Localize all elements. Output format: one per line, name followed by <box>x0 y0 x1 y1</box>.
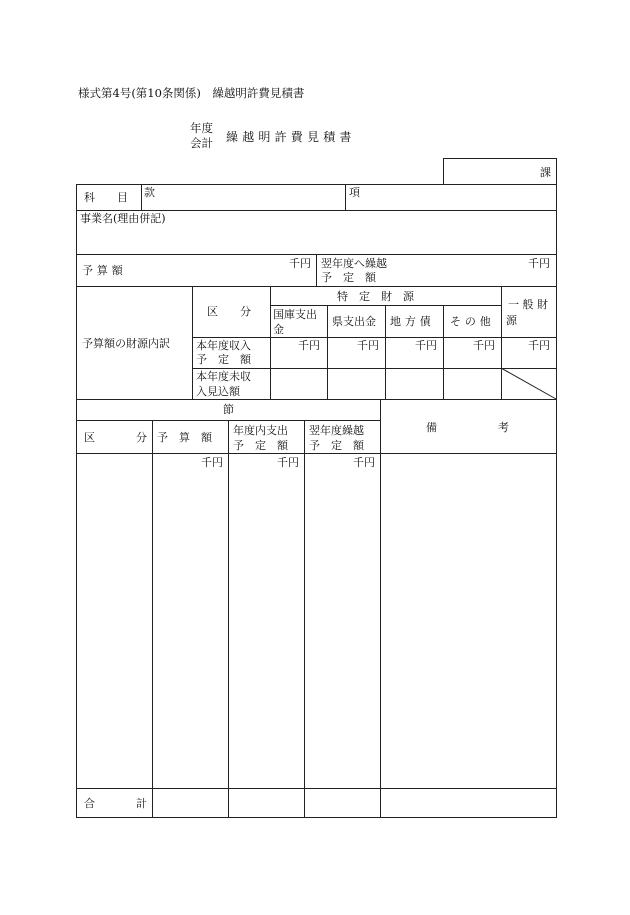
line <box>192 286 193 399</box>
year-label: 年度 <box>190 121 213 135</box>
total-label-2: 計 <box>136 797 147 810</box>
form-number: 様式第4号(第10条関係) 繰越明許費見積書 <box>78 86 305 100</box>
bikou-label: 備 <box>426 421 437 434</box>
within-year-label-2: 予 定 額 <box>233 439 288 452</box>
line <box>385 305 386 399</box>
line <box>76 817 557 818</box>
line <box>556 158 557 818</box>
line <box>76 184 557 185</box>
line <box>76 399 557 400</box>
line <box>443 158 556 159</box>
carry-over-label-2: 予 定 額 <box>321 271 376 284</box>
account-label: 会計 <box>190 136 213 150</box>
local-bond-label: 地方債 <box>390 315 435 328</box>
bikou-label-2: 考 <box>498 421 509 434</box>
next-year-label-2: 予 定 額 <box>309 439 364 452</box>
general-funds-label-2: 源 <box>506 314 517 327</box>
within-year-label-1: 年度内支出 <box>233 424 288 437</box>
kubun-label-2: 分 <box>136 431 147 444</box>
category-label: 区 分 <box>207 305 251 318</box>
line <box>327 305 328 399</box>
unit-label: 千円 <box>357 339 379 352</box>
setsu-label: 節 <box>223 403 234 416</box>
unit-label: 千円 <box>289 257 311 270</box>
line <box>304 420 305 817</box>
national-label-2: 金 <box>273 323 284 336</box>
unreceived-label-2: 入見込額 <box>196 385 240 398</box>
unit-label: 千円 <box>298 339 320 352</box>
line <box>152 420 153 817</box>
unit-label: 千円 <box>528 339 550 352</box>
line <box>141 184 142 210</box>
line <box>380 399 381 817</box>
line <box>228 420 229 817</box>
subject-label: 科 目 <box>84 191 128 204</box>
line <box>270 286 271 399</box>
next-year-label-1: 翌年度繰越 <box>309 424 364 437</box>
general-funds-label-1: 一 般 財 <box>508 298 548 311</box>
line <box>76 184 77 818</box>
kou-label: 項 <box>349 186 360 199</box>
unit-label: 千円 <box>201 456 223 469</box>
line <box>192 337 557 338</box>
national-label-1: 国庫支出 <box>273 308 317 321</box>
specific-funds-label: 特 定 財 源 <box>337 290 414 303</box>
line <box>316 254 317 286</box>
unit-label: 千円 <box>473 339 495 352</box>
carry-over-label-1: 翌年度へ繰越 <box>321 257 387 270</box>
kubun-label: 区 <box>84 431 95 444</box>
unreceived-label-1: 本年度未収 <box>196 370 251 383</box>
line <box>345 184 346 210</box>
revenue-label-2: 予 定 額 <box>196 353 251 366</box>
other-label: その他 <box>450 315 495 328</box>
line <box>76 453 557 454</box>
section-label: 課 <box>540 166 551 179</box>
line <box>443 158 444 184</box>
unit-label: 千円 <box>353 456 375 469</box>
revenue-label-1: 本年度収入 <box>196 339 251 352</box>
unit-label: 千円 <box>277 456 299 469</box>
kan-label: 款 <box>144 186 155 199</box>
unit-label: 千円 <box>415 339 437 352</box>
yosan-label: 予 算 額 <box>157 431 212 444</box>
diagonal-line <box>501 368 557 400</box>
budget-amount-label: 予算額 <box>82 264 127 277</box>
unit-label: 千円 <box>528 257 550 270</box>
prefectural-label: 県支出金 <box>332 315 376 328</box>
line <box>76 286 557 287</box>
total-label: 合 <box>84 797 95 810</box>
line <box>76 788 557 789</box>
breakdown-label: 予算額の財源内訳 <box>82 337 170 350</box>
document-title: 繰越明許費見積書 <box>226 130 356 144</box>
line <box>76 210 557 211</box>
project-name-label: 事業名(理由併記) <box>80 212 166 225</box>
line <box>443 305 444 399</box>
